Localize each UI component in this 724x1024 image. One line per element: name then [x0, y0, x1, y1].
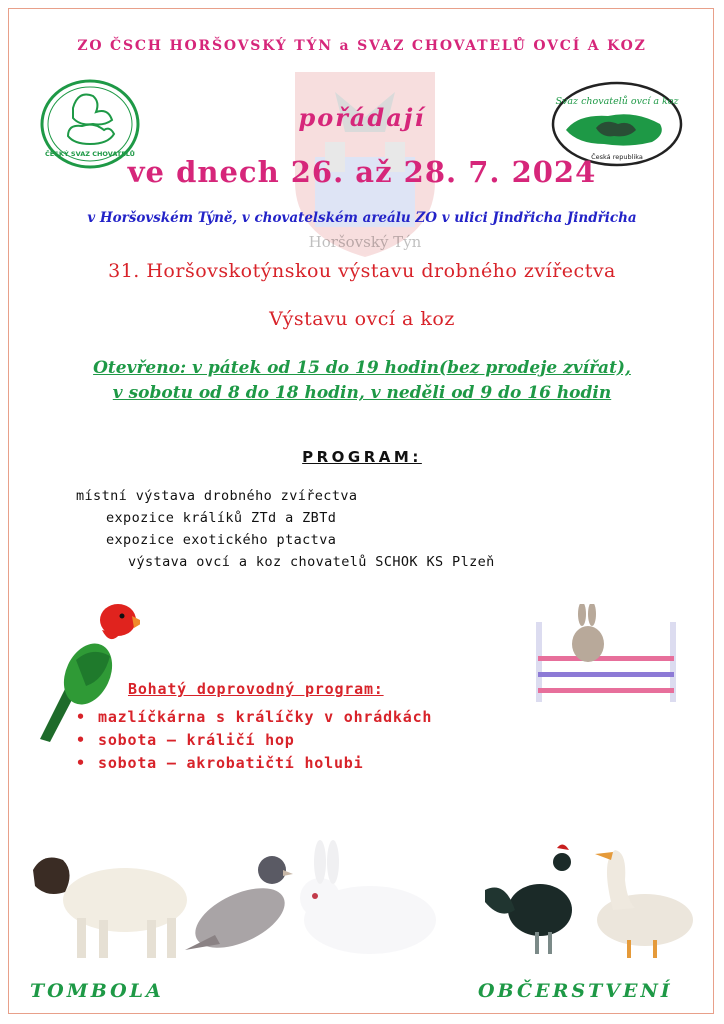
- schok-logo-title: Svaz chovatelů ovcí a koz: [555, 96, 679, 107]
- list-item: [76, 729, 432, 752]
- event-dates: ve dnech 26. až 28. 7. 2024: [127, 155, 597, 189]
- extra-item-label: sobota – akrobatičtí holubi: [98, 754, 364, 772]
- show-title-small-animals: 31. Horšovskotýnskou výstavu drobného zvířectva: [108, 260, 616, 282]
- rabbit-image: [300, 840, 436, 954]
- csch-logo-text: ČESKÝ SVAZ CHOVATELŮ: [45, 150, 135, 158]
- opening-hours-line2: v sobotu od 8 do 18 hodin, v neděli od 9 do 16 hodin: [112, 383, 612, 403]
- rabbit-hop-image: [528, 604, 688, 704]
- pigeon-image: [185, 856, 294, 960]
- program-item: výstava ovcí a koz chovatelů SCHOK KS Plzeň: [128, 554, 495, 570]
- extra-item-label: mazlíčkárna s králíčky v ohrádkách: [98, 708, 433, 726]
- extra-item-label: sobota – králičí hop: [98, 731, 295, 749]
- schok-logo-subtitle: Česká republika: [591, 153, 643, 161]
- animals-strip: [15, 840, 705, 970]
- refreshments-label: OBČERSTVENÍ: [478, 980, 673, 1002]
- rooster-image: [485, 844, 572, 954]
- program-heading: PROGRAM:: [302, 448, 422, 466]
- organizers-title: ZO ČSCH HORŠOVSKÝ TÝN a SVAZ CHOVATELŮ OVCÍ A KOZ: [77, 38, 647, 54]
- extra-program-heading: Bohatý doprovodný program:: [128, 680, 384, 698]
- list-item: [76, 706, 432, 729]
- tombola-label: TOMBOLA: [30, 980, 164, 1002]
- list-item: [76, 752, 432, 775]
- goose-image: [595, 850, 693, 958]
- program-item: místní výstava drobného zvířectva: [76, 488, 358, 504]
- program-item: expozice králíků ZTd a ZBTd: [106, 510, 337, 526]
- bullet-icon: •: [76, 708, 86, 726]
- opening-hours-line1: Otevřeno: v pátek od 15 do 19 hodin(bez prodeje zvířat),: [93, 358, 631, 378]
- extra-program-list: [76, 706, 432, 775]
- poradaji-heading: pořádají: [298, 103, 426, 132]
- program-item: expozice exotického ptactva: [106, 532, 337, 548]
- goat-image: [33, 858, 187, 958]
- show-title-sheep-goats: Výstavu ovcí a koz: [269, 308, 455, 330]
- crest-caption: Horšovský Týn: [308, 233, 422, 251]
- bullet-icon: •: [76, 754, 86, 772]
- bullet-icon: •: [76, 731, 86, 749]
- event-place: v Horšovském Týně, v chovatelském areálu ZO v ulici Jindřicha Jindřicha: [87, 210, 637, 226]
